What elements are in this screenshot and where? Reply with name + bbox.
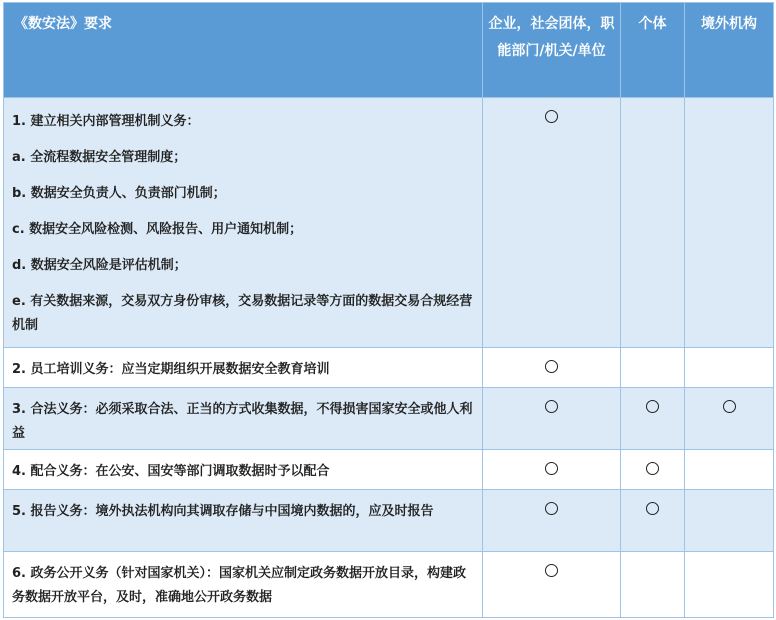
table-row: [4, 98, 774, 348]
table-header: [4, 3, 774, 98]
data-security-law-table: [3, 2, 774, 618]
header-row: [4, 3, 774, 98]
header-enterprise: 企业，社会团体，职能部门/机关/单位: [483, 3, 621, 98]
circle-mark-icon: [545, 564, 558, 577]
table-row: [4, 388, 774, 450]
mark-cell: [483, 348, 621, 388]
header-requirements: 《数安法》要求: [4, 3, 483, 98]
requirement-cell: 6. 政务公开义务（针对国家机关）：国家机关应制定政务数据开放目录，构建政务数据开放平台，及时，准确地公开政务数据: [4, 552, 483, 618]
circle-mark-icon: [545, 360, 558, 373]
table-row: [4, 552, 774, 618]
mark-cell: [621, 450, 685, 490]
mark-cell: [621, 490, 685, 552]
mark-cell: [621, 552, 685, 618]
table-row: [4, 490, 774, 552]
mark-cell: [621, 388, 685, 450]
mark-cell: [685, 98, 774, 348]
requirement-cell: 4. 配合义务：在公安、国安等部门调取数据时予以配合: [4, 450, 483, 490]
table-body: [4, 98, 774, 618]
header-individual: 个体: [621, 3, 685, 98]
circle-mark-icon: [723, 400, 736, 413]
circle-mark-icon: [545, 502, 558, 515]
requirement-cell: 3. 合法义务：必须采取合法、正当的方式收集数据，不得损害国家安全或他人利益: [4, 388, 483, 450]
mark-cell: [483, 388, 621, 450]
table-row: [4, 450, 774, 490]
requirement-cell: 5. 报告义务：境外执法机构向其调取存储与中国境内数据的，应及时报告: [4, 490, 483, 552]
requirement-line: a. 全流程数据安全管理制度；: [12, 150, 187, 165]
mark-cell: [483, 552, 621, 618]
requirement-line: c. 数据安全风险检测、风险报告、用户通知机制；: [12, 222, 303, 237]
circle-mark-icon: [646, 462, 659, 475]
requirement-cell: [4, 98, 483, 348]
requirement-cell: 2. 员工培训义务：应当定期组织开展数据安全教育培训: [4, 348, 483, 388]
mark-cell: [483, 490, 621, 552]
circle-mark-icon: [545, 400, 558, 413]
header-foreign-org: 境外机构: [685, 3, 774, 98]
circle-mark-icon: [545, 462, 558, 475]
circle-mark-icon: [646, 400, 659, 413]
mark-cell: [685, 450, 774, 490]
mark-cell: [685, 490, 774, 552]
mark-cell: [685, 348, 774, 388]
requirement-line: b. 数据安全负责人、负责部门机制；: [12, 186, 226, 201]
circle-mark-icon: [545, 110, 558, 123]
mark-cell: [621, 348, 685, 388]
circle-mark-icon: [646, 502, 659, 515]
mark-cell: [483, 98, 621, 348]
mark-cell: [621, 98, 685, 348]
mark-cell: [685, 552, 774, 618]
mark-cell: [685, 388, 774, 450]
requirement-line: 1. 建立相关内部管理机制义务：: [12, 114, 200, 129]
requirement-line: d. 数据安全风险是评估机制；: [12, 258, 187, 273]
requirement-line: e. 有关数据来源，交易双方身份审核，交易数据记录等方面的数据交易合规经营机制: [12, 294, 473, 333]
table-row: [4, 348, 774, 388]
mark-cell: [483, 450, 621, 490]
